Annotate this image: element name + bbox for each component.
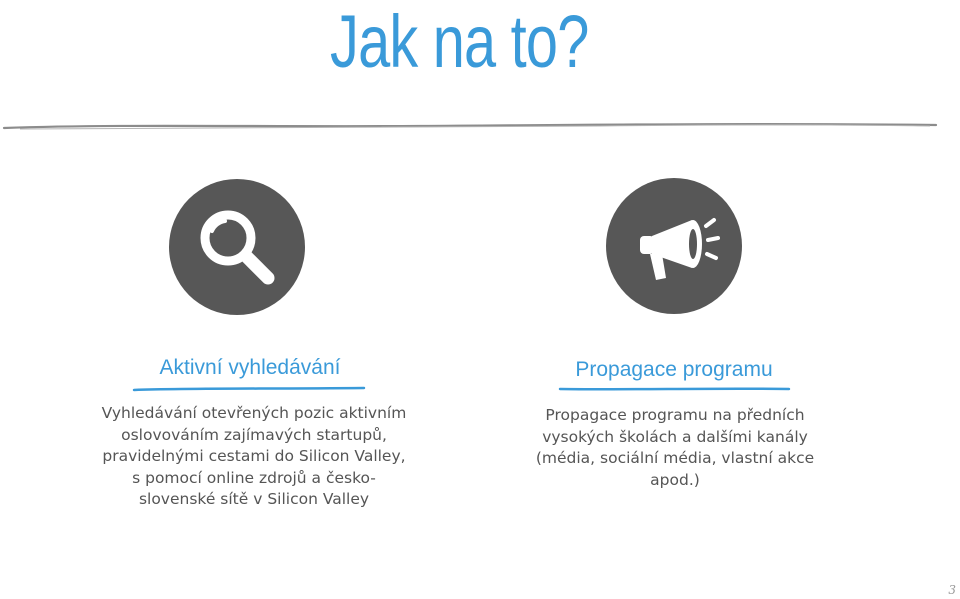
search-icon (169, 179, 305, 315)
heading-underline (558, 385, 791, 393)
megaphone-icon (606, 178, 742, 314)
column-heading-promo: Propagace programu (575, 358, 773, 381)
column-heading-search: Aktivní vyhledávání (159, 356, 341, 379)
title-divider (0, 118, 960, 136)
column-body-search: Vyhledávání otevřených pozic aktivním oslovováním zajímavých startupů, pravidelnými cestami do Silicon Valley, s pomocí online zdrojů a česko-slovenské sítě v Silicon Valley (101, 404, 407, 508)
slide-title: Jak na to? (330, 0, 589, 83)
column-body-promo: Propagace programu na předních vysokých školách a dalšími kanály (média, sociální média, vlastní akce apod.) (535, 406, 815, 489)
search-icon-circle (169, 179, 305, 315)
page-number: 3 (948, 583, 956, 597)
heading-underline (132, 385, 366, 393)
megaphone-icon-circle (606, 178, 742, 314)
